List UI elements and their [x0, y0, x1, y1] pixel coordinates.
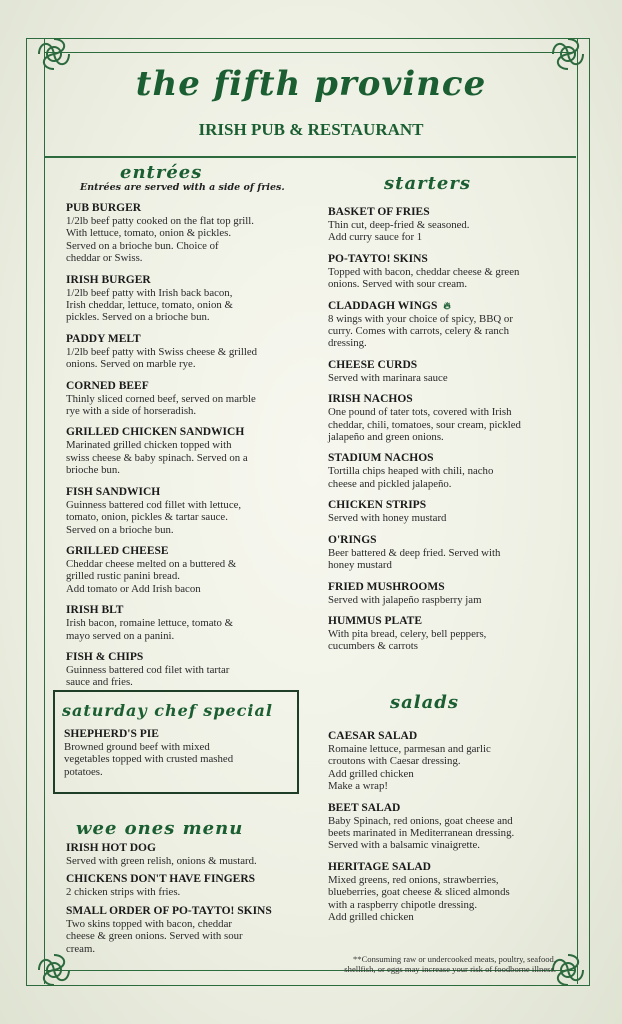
menu-item — [328, 393, 566, 443]
menu-item — [66, 380, 298, 418]
item-name: SHEPHERD'S PIE — [64, 728, 159, 740]
wee-ones-list — [66, 842, 298, 964]
menu-item — [328, 615, 566, 653]
item-name: FISH & CHIPS — [66, 650, 144, 663]
restaurant-subtitle: IRISH PUB & RESTAURANT — [198, 120, 424, 139]
menu-item — [66, 842, 298, 867]
item-name: FISH SANDWICH — [66, 485, 161, 498]
chef-special-heading: saturday chef special — [62, 701, 273, 720]
item-description: Served with green relish, onions & mustard. — [66, 855, 257, 867]
item-description: Browned ground beef with mixed vegetables topped with crusted mashed potatoes. — [64, 741, 234, 778]
item-name: GRILLED CHEESE — [66, 544, 169, 557]
item-name: PUB BURGER — [66, 202, 142, 214]
item-name: HERITAGE SALAD — [328, 860, 431, 873]
item-description: One pound of tater tots, covered with Irish cheddar, chili, tomatoes, sour cream, pickled jalapeño and green onions. — [328, 406, 521, 444]
item-name: PO-TAYTO! SKINS — [328, 252, 428, 265]
item-name: CHEESE CURDS — [328, 358, 418, 371]
item-name: IRISH BURGER — [66, 273, 151, 286]
item-description: Two skins topped with bacon, cheddar cheese & green onions. Served with sour cream. — [66, 917, 243, 955]
item-name-text: CLADDAGH WINGS — [328, 299, 438, 312]
top-border-line — [44, 52, 576, 53]
item-description: Mixed greens, red onions, strawberries, blueberries, goat cheese & sliced almonds with a raspberry chipotle dressing. Add grilled chicken — [328, 873, 510, 924]
starters-list — [328, 206, 566, 662]
menu-item — [328, 861, 566, 924]
item-name: CAESAR SALAD — [328, 730, 418, 742]
menu-item — [328, 253, 566, 291]
menu-item — [66, 545, 298, 595]
item-description: Marinated grilled chicken topped with swiss cheese & baby spinach. Served on a brioche bun. — [66, 439, 248, 477]
menu-item — [66, 905, 298, 955]
item-name: IRISH HOT DOG — [66, 842, 156, 854]
menu-item — [328, 499, 566, 524]
menu-item — [328, 359, 566, 384]
flame-icon: 🔥︎ — [443, 300, 451, 312]
menu-item — [66, 486, 298, 536]
menu-item — [64, 728, 290, 778]
restaurant-title: the fifth province — [135, 64, 487, 104]
item-name: GRILLED CHICKEN SANDWICH — [66, 426, 245, 439]
item-name: O'RINGS — [328, 533, 377, 546]
wee-ones-heading: wee ones menu — [76, 818, 244, 839]
menu-item — [328, 730, 566, 793]
item-name — [328, 300, 566, 313]
item-name: SMALL ORDER OF PO-TAYTO! SKINS — [66, 904, 272, 917]
header-divider — [44, 156, 576, 158]
item-description: Romaine lettuce, parmesan and garlic croutons with Caesar dressing. Add grilled chicken Make a wrap! — [328, 743, 491, 793]
item-name: HUMMUS PLATE — [328, 614, 423, 627]
item-description: Cheddar cheese melted on a buttered & grilled rustic panini bread. Add tomato or Add Irish bacon — [66, 557, 237, 595]
item-description: Served with jalapeño raspberry jam — [328, 593, 482, 606]
menu-item — [66, 202, 298, 265]
menu-item — [66, 426, 298, 476]
item-description: Thin cut, deep-fried & seasoned. Add curry sauce for 1 — [328, 219, 470, 244]
item-name: CHICKENS DON'T HAVE FINGERS — [66, 873, 256, 886]
starters-heading: starters — [384, 173, 471, 194]
item-description: 2 chicken strips with fries. — [66, 886, 181, 899]
menu-item — [66, 274, 298, 324]
menu-item — [66, 651, 298, 689]
item-name: CORNED BEEF — [66, 379, 149, 392]
item-description: Guinness battered cod fillet with lettuce, tomato, onion, pickles & tartar sauce. Served on a brioche bun. — [66, 498, 242, 536]
item-name: CHICKEN STRIPS — [328, 499, 427, 512]
menu-item — [328, 452, 566, 490]
item-name: PADDY MELT — [66, 332, 141, 345]
item-description: Guinness battered cod filet with tartar sauce and fries. — [66, 663, 230, 689]
menu-item — [66, 873, 298, 898]
item-name: BASKET OF FRIES — [328, 206, 430, 218]
item-description: 1/2lb beef patty cooked on the flat top grill. With lettuce, tomato, onion & pickles. Served on a brioche bun. Choice of cheddar or Swiss. — [66, 215, 254, 265]
item-name: IRISH BLT — [66, 604, 124, 617]
item-name: BEET SALAD — [328, 801, 401, 814]
item-description: Thinly sliced corned beef, served on marble rye with a side of horseradish. — [66, 392, 256, 418]
item-name: FRIED MUSHROOMS — [328, 580, 445, 593]
item-description: Tortilla chips heaped with chili, nacho cheese and pickled jalapeño. — [328, 465, 494, 490]
salads-heading: salads — [390, 692, 460, 713]
menu-item — [66, 604, 298, 642]
food-safety-footnote: **Consuming raw or undercooked meats, poultry, seafood, shellfish, or eggs may increase your risk of foodborne illness. — [344, 954, 556, 974]
item-description: 1/2lb beef patty with Irish back bacon, Irish cheddar, lettuce, tomato, onion & pickles. Served on a brioche bun. — [66, 286, 233, 324]
item-description: Topped with bacon, cheddar cheese & green onions. Served with sour cream. — [328, 265, 520, 291]
entrees-heading: entrées — [120, 162, 203, 183]
item-name: STADIUM NACHOS — [328, 452, 434, 465]
chef-special-list — [64, 728, 290, 787]
item-description: Irish bacon, romaine lettuce, tomato & mayo served on a panini. — [66, 617, 233, 642]
item-description: Served with marinara sauce — [328, 371, 448, 384]
menu-item — [328, 534, 566, 572]
menu-item — [328, 802, 566, 852]
menu-item — [328, 581, 566, 606]
entrees-note: Entrées are served with a side of fries. — [80, 182, 285, 193]
entrees-list — [66, 202, 298, 698]
item-description: Baby Spinach, red onions, goat cheese and beets marinated in Mediterranean dressing. Served with a balsamic vinaigrette. — [328, 814, 515, 852]
menu-item — [328, 300, 566, 350]
item-description: With pita bread, celery, bell peppers, cucumbers & carrots — [328, 627, 487, 653]
menu-item — [66, 333, 298, 371]
item-description: Served with honey mustard — [328, 512, 447, 525]
item-name: IRISH NACHOS — [328, 393, 413, 406]
item-description: 1/2lb beef patty with Swiss cheese & grilled onions. Served on marble rye. — [66, 345, 258, 371]
menu-item — [328, 206, 566, 244]
item-description: Beer battered & deep fried. Served with honey mustard — [328, 546, 501, 572]
item-description: 8 wings with your choice of spicy, BBQ or curry. Comes with carrots, celery & ranch dressing. — [328, 312, 513, 350]
salads-list — [328, 730, 566, 932]
